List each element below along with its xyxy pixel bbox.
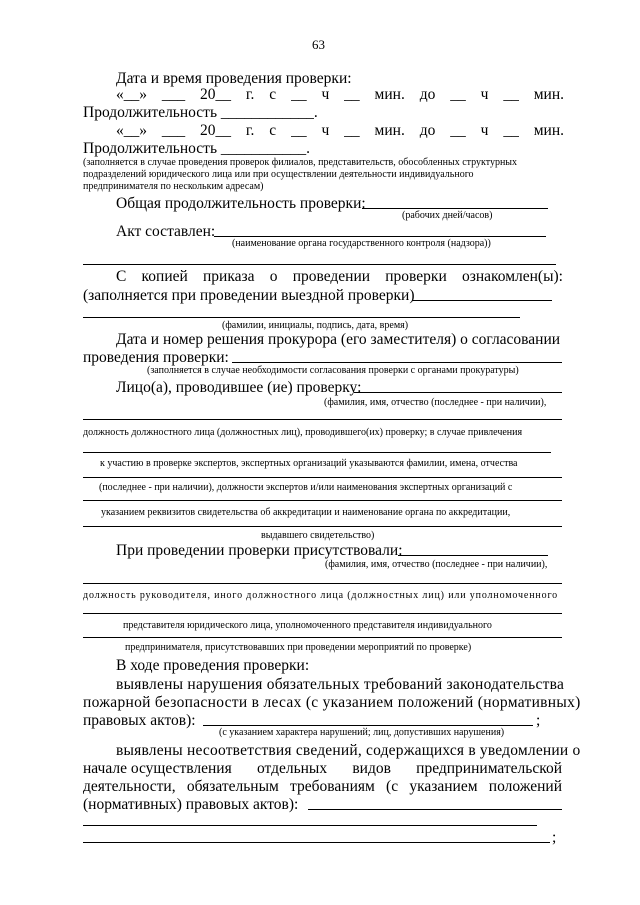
row-token: «__» [116, 86, 147, 103]
word: приказа [203, 268, 255, 285]
word: указанием [409, 778, 478, 795]
row-token: мин. [533, 122, 564, 139]
date-time-row-2 [116, 122, 564, 140]
word: С [116, 268, 127, 285]
findings-heading: В ходе проведения проверки: [116, 657, 310, 674]
row-token: __ [344, 86, 360, 103]
inspectors-field-5[interactable] [83, 500, 562, 501]
row-token: __ [503, 86, 519, 103]
word: предпринимательской [416, 760, 562, 777]
word: проведении [292, 268, 371, 285]
present-field-2[interactable] [83, 583, 562, 584]
row-token: __ [450, 86, 466, 103]
row-token: до [419, 122, 436, 139]
prosecutor-line-1: Дата и номер решения прокурора (его заместителя) о согласовании [116, 331, 561, 348]
violations-hint: (с указанием характера нарушений; лиц, допустивших нарушения) [219, 727, 505, 738]
order-copy-field[interactable] [412, 300, 552, 301]
violations-semicolon: ; [536, 712, 541, 729]
prosecutor-line-2: проведения проверки: [83, 349, 229, 366]
inspectors-hint-4: (последнее - при наличии), должности экспертов и/или наименования экспертных организаций с [99, 482, 513, 493]
inspectors-hint-2: должность должностного лица (должностных лиц), проводившего(их) проверку; в случае привлечения [83, 427, 523, 438]
row-token: __ [291, 122, 307, 139]
present-hint-4: предпринимателя, присутствовавших при проведении мероприятий по проверке) [125, 642, 472, 653]
inspectors-hint-1: (фамилия, имя, отчество (последнее - при наличии), [324, 397, 547, 408]
word: положений [488, 778, 562, 795]
row-token: 20__ [200, 86, 232, 103]
inspectors-label: Лицо(а), проводившее (ие) проверку: [116, 379, 362, 396]
present-hint-3: представителя юридического лица, уполномоченного представителя индивидуального [123, 620, 492, 631]
date-time-note-3: предпринимателя по нескольким адресам) [83, 181, 264, 192]
inspectors-field[interactable] [354, 392, 562, 393]
word: видов [352, 760, 391, 777]
row-token: с [269, 86, 277, 103]
page-number: 63 [312, 37, 325, 52]
word: деятельности, [83, 778, 176, 795]
violations-line-3: правовых актов): [83, 712, 196, 729]
row-token: __ [503, 122, 519, 139]
mismatch-field-3[interactable] [83, 842, 550, 843]
row-token: мин. [374, 86, 405, 103]
act-compiled-label: Акт составлен: [116, 223, 216, 240]
mismatch-line-4: (нормативных) правовых актов): [83, 796, 299, 813]
row-token: ___ [161, 122, 186, 139]
violations-field[interactable] [203, 725, 533, 726]
mismatch-semicolon: ; [552, 829, 557, 846]
inspectors-hint-5: указанием реквизитов свидетельства об аккредитации и наименование органа по аккредитации, [101, 507, 511, 518]
row-token: до [419, 86, 436, 103]
row-token: ___ [161, 86, 186, 103]
row-token: __ [450, 122, 466, 139]
order-copy-line-1 [116, 268, 563, 286]
inspectors-hint-6: выдавшего свидетельство) [261, 530, 375, 541]
present-hint-2 [83, 590, 562, 602]
prosecutor-field[interactable] [232, 362, 562, 363]
row-token: ч [321, 86, 330, 103]
present-label: При проведении проверки присутствовали: [116, 542, 403, 559]
row-token: ч [480, 122, 489, 139]
mismatch-field[interactable] [308, 809, 562, 810]
present-field[interactable] [398, 555, 548, 556]
date-time-row-1 [116, 86, 564, 104]
present-field-3[interactable] [83, 613, 562, 614]
word: о [269, 268, 278, 285]
word: проверки [385, 268, 447, 285]
row-token: __ [291, 86, 307, 103]
present-hint-1: (фамилия, имя, отчество (последнее - при наличии), [325, 559, 548, 570]
row-token: 20__ [200, 122, 232, 139]
row-token: __ [344, 122, 360, 139]
inspectors-field-4[interactable] [83, 477, 562, 478]
violations-line-2: пожарной безопасности в лесах (с указанием положений (нормативных) [83, 694, 581, 711]
total-duration-field[interactable] [362, 208, 548, 209]
act-compiled-field[interactable] [214, 236, 546, 237]
mismatch-field-2[interactable] [83, 825, 537, 826]
word: обязательным [186, 778, 279, 795]
inspectors-hint-3: к участию в проверке экспертов, экспертных организаций указываются фамилии, имена, отчества [100, 458, 518, 469]
order-copy-hint: (фамилии, инициалы, подпись, дата, время) [222, 320, 409, 331]
word: (с [386, 778, 399, 795]
mismatch-line-2 [83, 760, 562, 778]
inspectors-field-2[interactable] [83, 419, 562, 420]
row-token: с [269, 122, 277, 139]
order-copy-field-2[interactable] [83, 317, 520, 318]
row-token: «__» [116, 122, 147, 139]
row-token: мин. [374, 122, 405, 139]
order-copy-line-2: (заполняется при проведении выездной проверки) [83, 287, 415, 304]
row-token: г. [245, 122, 255, 139]
duration-line-1: Продолжительность ____________. [83, 104, 318, 121]
mismatch-line-1: выявлены несоответствия сведений, содержащихся в уведомлении о [116, 742, 581, 759]
total-duration-label: Общая продолжительность проверки: [116, 195, 366, 212]
violations-line-1: выявлены нарушения обязательных требований законодательства [116, 676, 565, 693]
row-token: ч [480, 86, 489, 103]
prosecutor-hint: (заполняется в случае необходимости согласования проверки с органами прокуратуры) [147, 365, 519, 376]
present-hint-2-text: должность руководителя, иного должностного лица (должностных лиц) или уполномоченного [83, 590, 558, 601]
word: требованиям [290, 778, 375, 795]
act-compiled-hint: (наименование органа государственного контроля (надзора)) [232, 238, 491, 249]
word: отдельных [256, 760, 328, 777]
word: ознакомлен(ы): [461, 268, 563, 285]
row-token: г. [245, 86, 255, 103]
word: начале осуществления [83, 760, 232, 777]
inspectors-field-3[interactable] [83, 452, 551, 453]
present-field-4[interactable] [83, 637, 562, 638]
act-compiled-field-2[interactable] [83, 264, 556, 265]
mismatch-line-3 [83, 778, 562, 796]
row-token: ч [321, 122, 330, 139]
total-duration-hint: (рабочих дней/часов) [402, 210, 493, 221]
duration-line-2: Продолжительность ___________. [83, 140, 311, 157]
date-time-heading: Дата и время проведения проверки: [116, 70, 352, 87]
word: копией [141, 268, 188, 285]
row-token: мин. [533, 86, 564, 103]
date-time-note-2: подразделений юридического лица или при осуществлении деятельности индивидуального [83, 169, 474, 180]
date-time-note-1: (заполняется в случае проведения проверок филиалов, представительств, обособленных структурных [83, 157, 518, 168]
inspectors-field-6[interactable] [83, 526, 562, 527]
